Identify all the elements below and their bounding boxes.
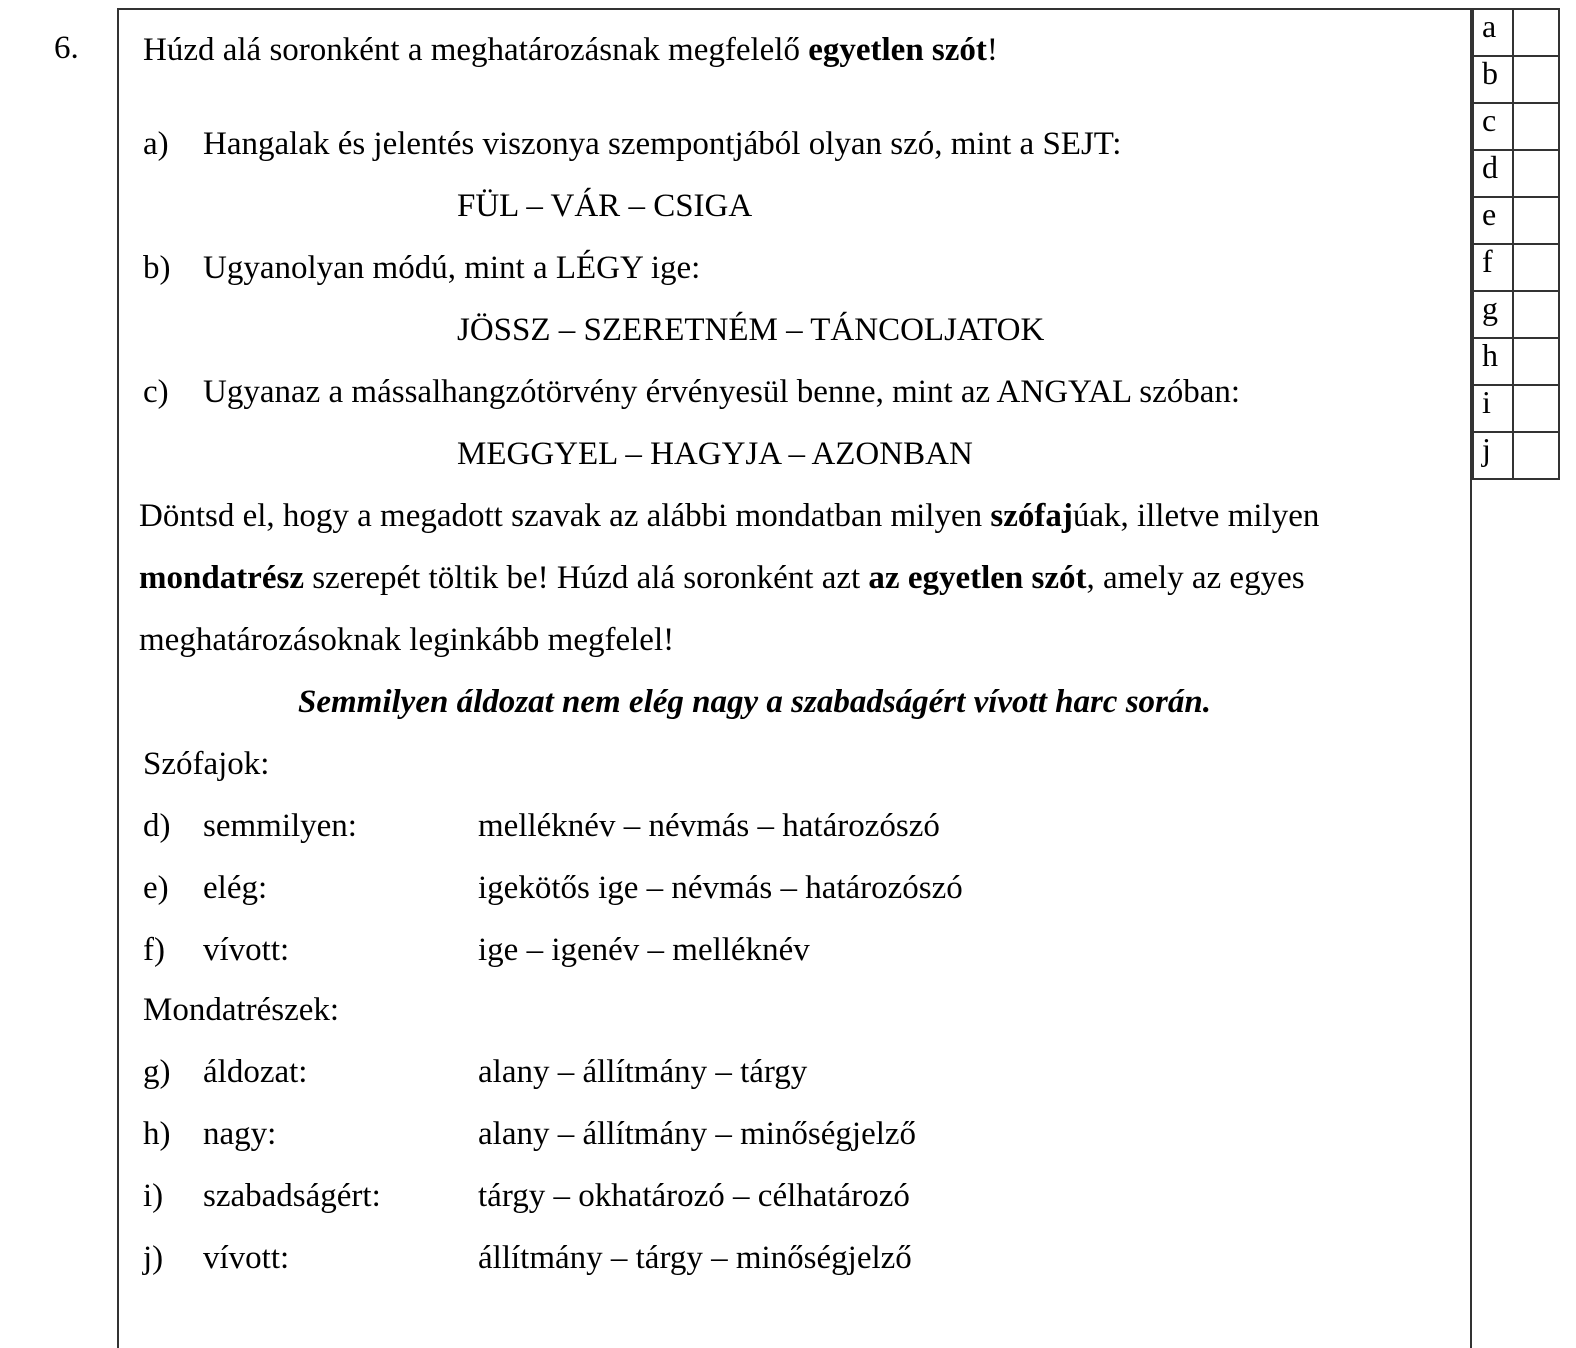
score-label: i bbox=[1473, 385, 1513, 432]
score-row bbox=[1473, 432, 1559, 479]
item-h-word: nagy: bbox=[203, 1116, 277, 1152]
item-j-letter: j) bbox=[143, 1240, 164, 1276]
item-i-options[interactable]: tárgy – okhatározó – célhatározó bbox=[478, 1178, 910, 1214]
item-d-letter: d) bbox=[143, 808, 171, 844]
instruction-2-line-2: mondatrész szerepét töltik be! Húzd alá soronként azt az egyetlen szót, amely az egyes bbox=[139, 560, 1305, 596]
item-a-letter: a) bbox=[143, 126, 169, 162]
item-a-text: Hangalak és jelentés viszonya szempontjából olyan szó, mint a SEJT: bbox=[203, 126, 1122, 162]
score-row bbox=[1473, 291, 1559, 338]
score-cell[interactable] bbox=[1513, 197, 1559, 244]
instruction-2-line-1: Döntsd el, hogy a megadott szavak az alábbi mondatban milyen szófajúak, illetve milyen bbox=[139, 498, 1320, 534]
score-row bbox=[1473, 9, 1559, 56]
item-f-letter: f) bbox=[143, 932, 165, 968]
score-cell[interactable] bbox=[1513, 244, 1559, 291]
instruction-1: Húzd alá soronként a meghatározásnak megfelelő egyetlen szót! bbox=[143, 32, 998, 68]
item-g-options[interactable]: alany – állítmány – tárgy bbox=[478, 1054, 808, 1090]
item-c-options[interactable]: MEGGYEL – HAGYJA – AZONBAN bbox=[457, 436, 973, 472]
score-label: e bbox=[1473, 197, 1513, 244]
score-cell[interactable] bbox=[1513, 9, 1559, 56]
item-b-text: Ugyanolyan módú, mint a LÉGY ige: bbox=[203, 250, 701, 286]
score-row bbox=[1473, 56, 1559, 103]
item-g-word: áldozat: bbox=[203, 1054, 308, 1090]
score-row bbox=[1473, 338, 1559, 385]
example-sentence: Semmilyen áldozat nem elég nagy a szabadságért vívott harc során. bbox=[298, 684, 1211, 720]
item-i-word: szabadságért: bbox=[203, 1178, 381, 1214]
score-label: b bbox=[1473, 56, 1513, 103]
item-d-options[interactable]: melléknév – névmás – határozószó bbox=[478, 808, 940, 844]
item-h-letter: h) bbox=[143, 1116, 171, 1152]
item-e-letter: e) bbox=[143, 870, 169, 906]
score-row bbox=[1473, 103, 1559, 150]
item-e-options[interactable]: igekötős ige – névmás – határozószó bbox=[478, 870, 963, 906]
score-row bbox=[1473, 385, 1559, 432]
item-b-letter: b) bbox=[143, 250, 171, 286]
item-f-options[interactable]: ige – igenév – melléknév bbox=[478, 932, 810, 968]
szofajok-heading: Szófajok: bbox=[143, 746, 270, 782]
score-cell[interactable] bbox=[1513, 291, 1559, 338]
score-row bbox=[1473, 197, 1559, 244]
item-h-options[interactable]: alany – állítmány – minőségjelző bbox=[478, 1116, 917, 1152]
score-cell[interactable] bbox=[1513, 385, 1559, 432]
score-cell[interactable] bbox=[1513, 150, 1559, 197]
score-label: j bbox=[1473, 432, 1513, 479]
item-j-options[interactable]: állítmány – tárgy – minőségjelző bbox=[478, 1240, 912, 1276]
item-c-text: Ugyanaz a mássalhangzótörvény érvényesül benne, mint az ANGYAL szóban: bbox=[203, 374, 1241, 410]
item-g-letter: g) bbox=[143, 1054, 171, 1090]
mondatreszek-heading: Mondatrészek: bbox=[143, 992, 340, 1028]
score-label: f bbox=[1473, 244, 1513, 291]
question-number: 6. bbox=[54, 30, 79, 66]
score-row bbox=[1473, 150, 1559, 197]
score-label: g bbox=[1473, 291, 1513, 338]
item-f-word: vívott: bbox=[203, 932, 290, 968]
score-row bbox=[1473, 244, 1559, 291]
instruction-2-line-3: meghatározásoknak leginkább megfelel! bbox=[139, 622, 675, 658]
score-cell[interactable] bbox=[1513, 338, 1559, 385]
score-label: c bbox=[1473, 103, 1513, 150]
item-j-word: vívott: bbox=[203, 1240, 290, 1276]
score-cell[interactable] bbox=[1513, 432, 1559, 479]
item-e-word: elég: bbox=[203, 870, 268, 906]
score-label: d bbox=[1473, 150, 1513, 197]
score-label: h bbox=[1473, 338, 1513, 385]
score-cell[interactable] bbox=[1513, 56, 1559, 103]
score-cell[interactable] bbox=[1513, 103, 1559, 150]
item-i-letter: i) bbox=[143, 1178, 164, 1214]
score-grid bbox=[1472, 8, 1560, 480]
item-d-word: semmilyen: bbox=[203, 808, 357, 844]
item-a-options[interactable]: FÜL – VÁR – CSIGA bbox=[457, 188, 753, 224]
item-c-letter: c) bbox=[143, 374, 169, 410]
item-b-options[interactable]: JÖSSZ – SZERETNÉM – TÁNCOLJATOK bbox=[457, 312, 1045, 348]
score-label: a bbox=[1473, 9, 1513, 56]
